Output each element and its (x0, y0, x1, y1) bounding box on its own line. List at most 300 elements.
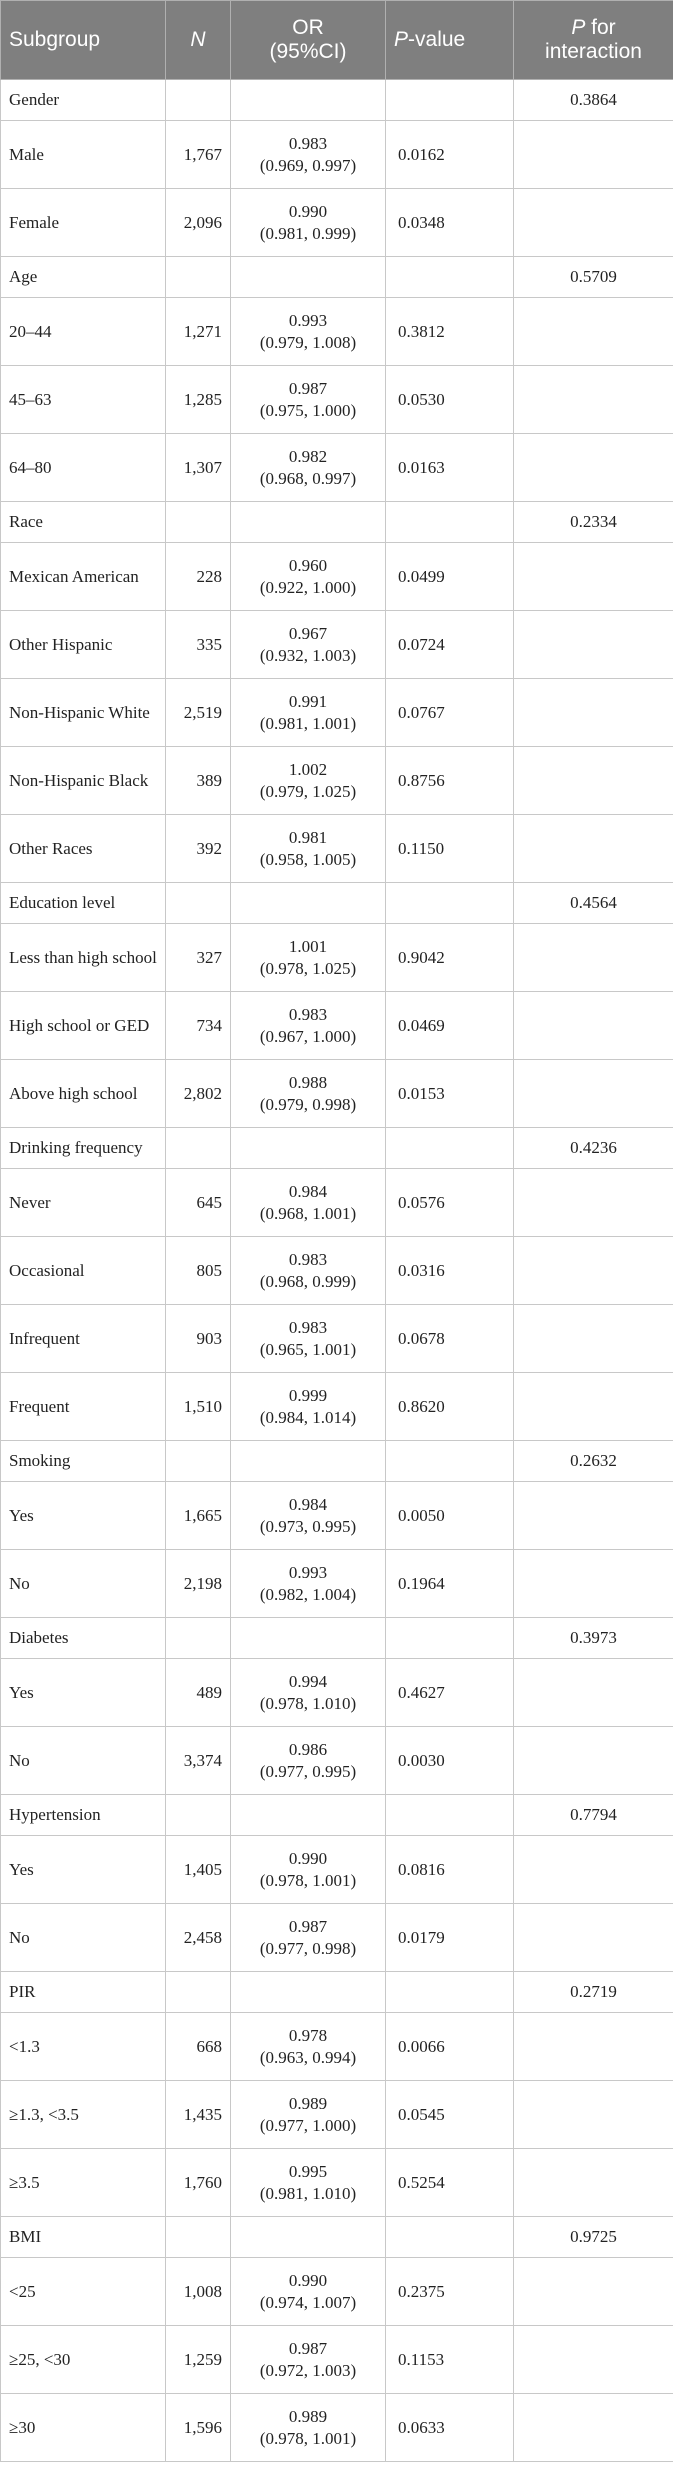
ci-value: (0.981, 1.010) (259, 2183, 357, 2203)
or-value: 0.994 (288, 1671, 328, 1691)
ci-value: (0.978, 1.001) (259, 2428, 357, 2448)
subgroup-label-text: High school or GED (9, 1015, 150, 1035)
ci-value: (0.969, 0.997) (259, 155, 357, 175)
subgroup-label-text: <1.3 (9, 2036, 40, 2056)
or-cell (231, 1373, 386, 1441)
ci-value: (0.973, 0.995) (259, 1516, 357, 1536)
group-or-cell (231, 502, 386, 543)
subgroup-label-text: 64–80 (9, 457, 52, 477)
or-cell (231, 1237, 386, 1305)
p-value-cell (386, 747, 514, 815)
table-row (1, 1373, 673, 1441)
table-row (1, 1659, 673, 1727)
ci-value: (0.978, 1.010) (259, 1693, 357, 1713)
p-value: 0.9042 (398, 947, 445, 967)
or-value: 0.993 (288, 1562, 328, 1582)
group-n-cell (166, 1618, 231, 1659)
p-interaction-cell (514, 1659, 673, 1727)
p-interaction-cell (514, 189, 673, 257)
group-p-interaction (514, 1618, 673, 1659)
p-interaction-cell (514, 1836, 673, 1904)
p-value: 0.0724 (398, 634, 445, 654)
subgroup-label (1, 1482, 166, 1550)
ci-value: (0.974, 1.007) (259, 2292, 357, 2312)
ci-value: (0.972, 1.003) (259, 2360, 357, 2380)
group-p-cell (386, 502, 514, 543)
group-row (1, 1441, 673, 1482)
n-cell (166, 189, 231, 257)
n-value: 327 (196, 947, 222, 967)
subgroup-label (1, 2149, 166, 2217)
header-or-line1: OR (292, 16, 324, 39)
n-value: 2,096 (183, 212, 222, 232)
subgroup-label-text: Non-Hispanic Black (9, 770, 149, 790)
header-n-text: N (190, 28, 206, 51)
p-value: 0.0066 (398, 2036, 445, 2056)
table-row (1, 1482, 673, 1550)
n-value: 335 (196, 634, 222, 654)
p-value: 0.0576 (398, 1192, 445, 1212)
or-cell (231, 366, 386, 434)
subgroup-label-text: Yes (9, 1682, 34, 1702)
subgroup-label (1, 2258, 166, 2326)
group-label (1, 883, 166, 924)
subgroup-label-text: <25 (9, 2281, 36, 2301)
group-label-text: Race (9, 512, 43, 531)
subgroup-label (1, 2013, 166, 2081)
p-value-cell (386, 298, 514, 366)
n-cell (166, 434, 231, 502)
subgroup-label (1, 1836, 166, 1904)
n-cell (166, 611, 231, 679)
subgroup-label (1, 121, 166, 189)
table-row (1, 2394, 673, 2462)
p-value: 0.0030 (398, 1750, 445, 1770)
subgroup-label-text: ≥3.5 (9, 2172, 40, 2192)
n-cell (166, 1727, 231, 1795)
group-n-cell (166, 257, 231, 298)
p-value: 0.0162 (398, 144, 445, 164)
table-row (1, 1550, 673, 1618)
p-value-cell (386, 1237, 514, 1305)
ci-value: (0.977, 0.998) (259, 1938, 357, 1958)
subgroup-label (1, 747, 166, 815)
header-pvalue (386, 1, 514, 80)
subgroup-label-text: ≥30 (9, 2417, 36, 2437)
or-value: 0.986 (288, 1739, 328, 1759)
group-or-cell (231, 80, 386, 121)
ci-value: (0.981, 0.999) (259, 223, 357, 243)
p-interaction-cell (514, 1482, 673, 1550)
p-interaction-cell (514, 679, 673, 747)
p-interaction-cell (514, 1904, 673, 1972)
p-value-cell (386, 1060, 514, 1128)
header-or (231, 1, 386, 80)
group-n-cell (166, 1972, 231, 2013)
or-value: 0.983 (288, 1004, 328, 1024)
group-label-text: PIR (9, 1982, 36, 2001)
ci-value: (0.978, 1.025) (259, 958, 357, 978)
or-cell (231, 2081, 386, 2149)
p-value: 0.0163 (398, 457, 445, 477)
or-value: 0.960 (288, 555, 328, 575)
header-pint-italic: P (571, 16, 586, 39)
group-row (1, 1618, 673, 1659)
subgroup-label-text: Occasional (9, 1260, 85, 1280)
table-row (1, 992, 673, 1060)
group-p-cell (386, 1441, 514, 1482)
p-value: 0.0153 (398, 1083, 445, 1103)
p-interaction-cell (514, 747, 673, 815)
n-value: 903 (196, 1328, 222, 1348)
group-p-interaction (514, 1972, 673, 2013)
table-row (1, 1836, 673, 1904)
p-interaction-value: 0.5709 (570, 267, 617, 286)
n-value: 1,271 (183, 321, 222, 341)
group-label (1, 1972, 166, 2013)
or-value: 0.984 (288, 1494, 328, 1514)
or-cell (231, 434, 386, 502)
n-cell (166, 1904, 231, 1972)
n-cell (166, 1373, 231, 1441)
or-cell (231, 1305, 386, 1373)
n-cell (166, 2013, 231, 2081)
or-value: 0.983 (288, 1317, 328, 1337)
n-value: 668 (196, 2036, 222, 2056)
subgroup-label (1, 1659, 166, 1727)
p-interaction-value: 0.4236 (570, 1138, 617, 1157)
p-value: 0.0767 (398, 702, 445, 722)
n-value: 389 (196, 770, 222, 790)
or-cell (231, 2013, 386, 2081)
subgroup-label (1, 611, 166, 679)
p-value: 0.8620 (398, 1396, 445, 1416)
group-label-text: Age (9, 267, 38, 286)
subgroup-label-text: No (9, 1573, 30, 1593)
or-cell (231, 611, 386, 679)
or-cell (231, 679, 386, 747)
n-cell (166, 121, 231, 189)
or-cell (231, 2258, 386, 2326)
p-interaction-cell (514, 1169, 673, 1237)
n-cell (166, 2326, 231, 2394)
p-value-cell (386, 2081, 514, 2149)
group-p-cell (386, 1795, 514, 1836)
p-interaction-cell (514, 1060, 673, 1128)
group-label-text: Diabetes (9, 1628, 69, 1647)
p-value: 0.4627 (398, 1682, 445, 1702)
or-cell (231, 2326, 386, 2394)
n-cell (166, 2394, 231, 2462)
n-cell (166, 1169, 231, 1237)
p-value-cell (386, 2258, 514, 2326)
subgroup-label (1, 1373, 166, 1441)
ci-value: (0.967, 1.000) (259, 1026, 357, 1046)
subgroup-label-text: Yes (9, 1859, 34, 1879)
group-p-cell (386, 1972, 514, 2013)
subgroup-label (1, 2394, 166, 2462)
ci-value: (0.977, 1.000) (259, 2115, 357, 2135)
p-value: 0.3812 (398, 321, 445, 341)
ci-value: (0.982, 1.004) (259, 1584, 357, 1604)
group-n-cell (166, 502, 231, 543)
or-value: 0.990 (288, 201, 328, 221)
p-interaction-cell (514, 2258, 673, 2326)
or-cell (231, 815, 386, 883)
p-interaction-cell (514, 1237, 673, 1305)
or-value: 0.987 (288, 1916, 328, 1936)
ci-value: (0.932, 1.003) (259, 645, 357, 665)
n-value: 2,458 (183, 1927, 222, 1947)
subgroup-label-text: Female (9, 212, 60, 232)
group-n-cell (166, 1441, 231, 1482)
n-cell (166, 815, 231, 883)
or-value: 0.989 (288, 2093, 328, 2113)
p-interaction-cell (514, 2394, 673, 2462)
ci-value: (0.963, 0.994) (259, 2047, 357, 2067)
or-value: 0.990 (288, 2270, 328, 2290)
subgroup-label-text: 45–63 (9, 389, 52, 409)
group-p-interaction (514, 2217, 673, 2258)
n-cell (166, 1659, 231, 1727)
p-value: 0.0816 (398, 1859, 445, 1879)
table-row (1, 2149, 673, 2217)
p-value: 0.8756 (398, 770, 445, 790)
p-value-cell (386, 2013, 514, 2081)
or-value: 0.987 (288, 2338, 328, 2358)
or-value: 0.983 (288, 133, 328, 153)
p-value-cell (386, 1904, 514, 1972)
p-value: 0.2375 (398, 2281, 445, 2301)
or-cell (231, 2149, 386, 2217)
or-value: 0.983 (288, 1249, 328, 1269)
or-value: 0.999 (288, 1385, 328, 1405)
group-label (1, 502, 166, 543)
group-p-interaction (514, 1441, 673, 1482)
n-value: 392 (196, 838, 222, 858)
table-row (1, 924, 673, 992)
p-interaction-cell (514, 1373, 673, 1441)
p-value-cell (386, 1727, 514, 1795)
p-interaction-value: 0.9725 (570, 2227, 617, 2246)
n-value: 2,519 (183, 702, 222, 722)
group-p-cell (386, 257, 514, 298)
or-value: 0.967 (288, 623, 328, 643)
ci-value: (0.968, 0.997) (259, 468, 357, 488)
group-p-cell (386, 883, 514, 924)
p-interaction-value: 0.2719 (570, 1982, 617, 2001)
table-header (1, 1, 673, 80)
n-cell (166, 2081, 231, 2149)
p-interaction-cell (514, 2326, 673, 2394)
group-label (1, 2217, 166, 2258)
or-value: 0.982 (288, 446, 328, 466)
or-value: 0.990 (288, 1848, 328, 1868)
or-value: 0.995 (288, 2161, 328, 2181)
n-value: 1,307 (183, 457, 222, 477)
or-value: 0.993 (288, 310, 328, 330)
group-label-text: Smoking (9, 1451, 71, 1470)
ci-value: (0.958, 1.005) (259, 849, 357, 869)
or-value: 0.989 (288, 2406, 328, 2426)
n-cell (166, 992, 231, 1060)
p-interaction-value: 0.3973 (570, 1628, 617, 1647)
p-interaction-cell (514, 1305, 673, 1373)
subgroup-label (1, 2081, 166, 2149)
subgroup-label (1, 1060, 166, 1128)
ci-value: (0.968, 0.999) (259, 1271, 357, 1291)
subgroup-label-text: Less than high school (9, 947, 157, 967)
or-cell (231, 543, 386, 611)
group-p-interaction (514, 80, 673, 121)
or-cell (231, 1550, 386, 1618)
p-value-cell (386, 1305, 514, 1373)
p-interaction-cell (514, 1550, 673, 1618)
or-cell (231, 121, 386, 189)
table-row (1, 543, 673, 611)
p-value: 0.0545 (398, 2104, 445, 2124)
or-value: 1.001 (288, 936, 328, 956)
ci-value: (0.981, 1.001) (259, 713, 357, 733)
p-value: 0.0348 (398, 212, 445, 232)
group-n-cell (166, 1795, 231, 1836)
n-value: 489 (196, 1682, 222, 1702)
group-n-cell (166, 80, 231, 121)
or-cell (231, 1482, 386, 1550)
group-n-cell (166, 883, 231, 924)
subgroup-label-text: ≥1.3, <3.5 (9, 2104, 79, 2124)
header-pvalue-italic: P (394, 28, 409, 51)
p-value: 0.5254 (398, 2172, 445, 2192)
p-value-cell (386, 121, 514, 189)
ci-value: (0.977, 0.995) (259, 1761, 357, 1781)
p-value: 0.0499 (398, 566, 445, 586)
or-cell (231, 1659, 386, 1727)
group-label (1, 1795, 166, 1836)
group-or-cell (231, 257, 386, 298)
or-cell (231, 1060, 386, 1128)
or-cell (231, 1904, 386, 1972)
group-label (1, 80, 166, 121)
group-label-text: Gender (9, 90, 60, 109)
p-value-cell (386, 1836, 514, 1904)
group-label-text: Education level (9, 893, 116, 912)
table-row (1, 1904, 673, 1972)
p-value: 0.1964 (398, 1573, 445, 1593)
subgroup-label-text: Non-Hispanic White (9, 702, 150, 722)
n-cell (166, 366, 231, 434)
p-value-cell (386, 1169, 514, 1237)
subgroup-label (1, 815, 166, 883)
p-value-cell (386, 434, 514, 502)
header-p-interaction (514, 1, 673, 80)
group-p-interaction (514, 257, 673, 298)
p-value: 0.0179 (398, 1927, 445, 1947)
subgroup-label-text: Other Hispanic (9, 634, 113, 654)
group-p-interaction (514, 502, 673, 543)
group-or-cell (231, 1441, 386, 1482)
or-cell (231, 1727, 386, 1795)
p-interaction-cell (514, 1727, 673, 1795)
group-label-text: Hypertension (9, 1805, 101, 1824)
or-cell (231, 924, 386, 992)
ci-value: (0.979, 1.025) (259, 781, 357, 801)
n-value: 1,405 (183, 1859, 222, 1879)
p-interaction-cell (514, 2149, 673, 2217)
ci-value: (0.979, 0.998) (259, 1094, 357, 1114)
group-or-cell (231, 2217, 386, 2258)
group-n-cell (166, 2217, 231, 2258)
or-cell (231, 1169, 386, 1237)
p-interaction-value: 0.2334 (570, 512, 617, 531)
subgroup-label-text: No (9, 1927, 30, 1947)
p-value: 0.1150 (398, 838, 445, 858)
subgroup-label (1, 543, 166, 611)
ci-value: (0.984, 1.014) (259, 1407, 357, 1427)
subgroup-label-text: 20–44 (9, 321, 52, 341)
p-value: 0.0316 (398, 1260, 445, 1280)
ci-value: (0.968, 1.001) (259, 1203, 357, 1223)
n-cell (166, 1237, 231, 1305)
group-or-cell (231, 1618, 386, 1659)
p-value-cell (386, 1373, 514, 1441)
p-interaction-cell (514, 121, 673, 189)
p-value-cell (386, 543, 514, 611)
or-cell (231, 1836, 386, 1904)
p-value-cell (386, 189, 514, 257)
table-row (1, 679, 673, 747)
table-row (1, 434, 673, 502)
p-interaction-cell (514, 366, 673, 434)
or-value: 1.002 (288, 759, 328, 779)
table-row (1, 1237, 673, 1305)
p-value-cell (386, 1659, 514, 1727)
table-row (1, 298, 673, 366)
subgroup-label-text: Infrequent (9, 1328, 80, 1348)
table-row (1, 611, 673, 679)
group-row (1, 502, 673, 543)
subgroup-label (1, 924, 166, 992)
subgroup-label (1, 1305, 166, 1373)
group-p-interaction (514, 883, 673, 924)
header-subgroup-text: Subgroup (9, 28, 101, 51)
subgroup-label (1, 679, 166, 747)
n-value: 1,760 (183, 2172, 222, 2192)
subgroup-label-text: Never (9, 1192, 51, 1212)
subgroup-label (1, 1727, 166, 1795)
ci-value: (0.965, 1.001) (259, 1339, 357, 1359)
table-row (1, 747, 673, 815)
p-interaction-cell (514, 2081, 673, 2149)
n-value: 2,802 (183, 1083, 222, 1103)
group-or-cell (231, 1795, 386, 1836)
p-value-cell (386, 1482, 514, 1550)
header-n (166, 1, 231, 80)
or-cell (231, 992, 386, 1060)
p-interaction-cell (514, 298, 673, 366)
n-value: 805 (196, 1260, 222, 1280)
header-pint-rest: for (585, 16, 616, 39)
p-interaction-cell (514, 815, 673, 883)
p-value-cell (386, 366, 514, 434)
n-value: 645 (196, 1192, 222, 1212)
p-value: 0.0050 (398, 1505, 445, 1525)
p-value: 0.0678 (398, 1328, 445, 1348)
table-row (1, 1727, 673, 1795)
n-cell (166, 747, 231, 815)
group-p-cell (386, 2217, 514, 2258)
n-value: 228 (196, 566, 222, 586)
